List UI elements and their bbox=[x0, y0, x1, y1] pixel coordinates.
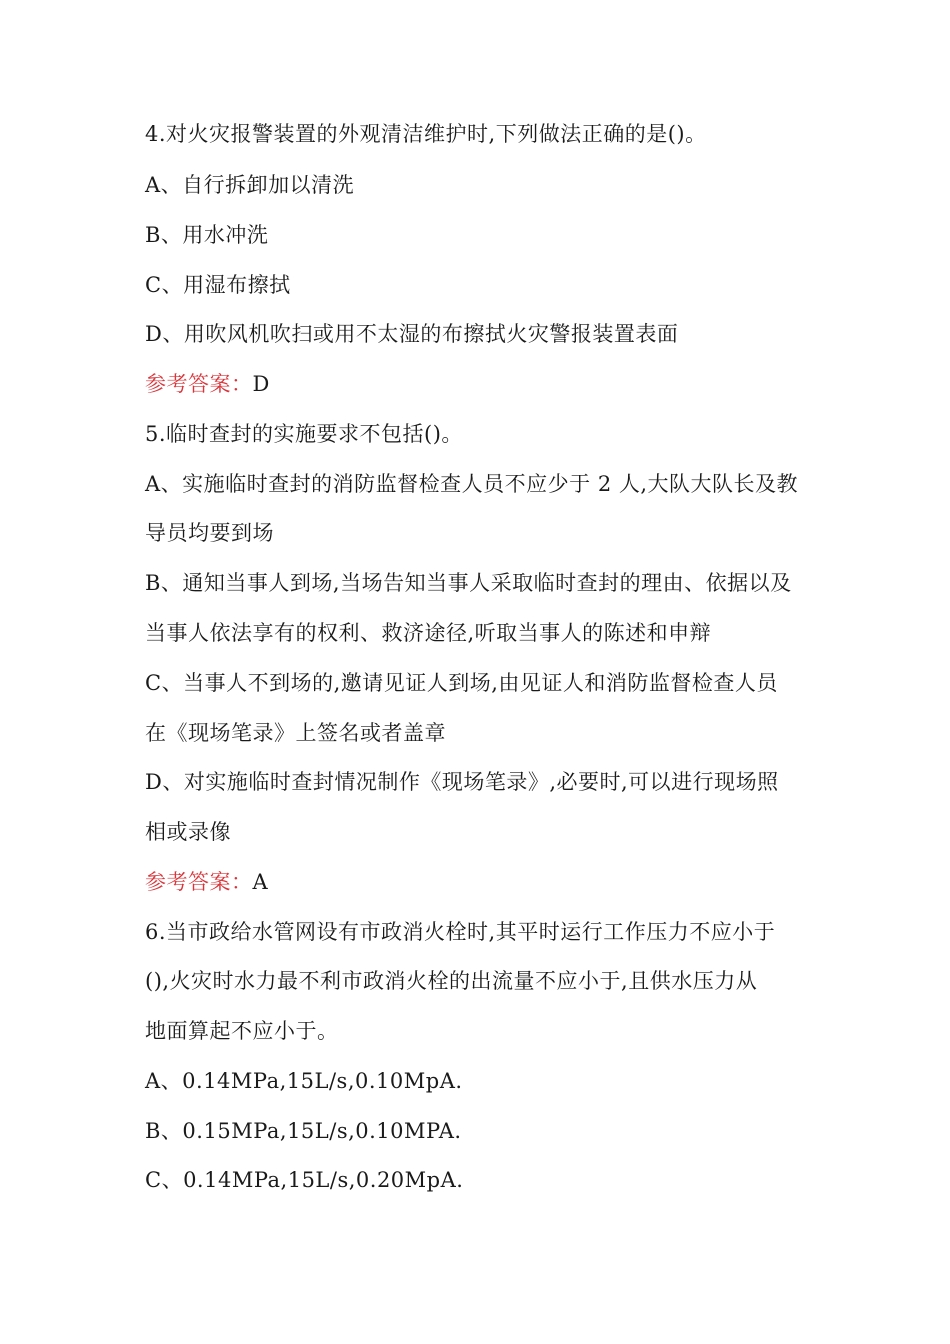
question-5-option-a-line-2: 导员均要到场 bbox=[145, 521, 274, 545]
answer-value: A bbox=[252, 870, 269, 894]
question-5-option-d-line-2: 相或录像 bbox=[145, 820, 231, 844]
question-5-option-d-line-1: D、对实施临时查封情况制作《现场笔录》,必要时,可以进行现场照 bbox=[145, 770, 779, 794]
question-6-text-line-3: 地面算起不应小于。 bbox=[145, 1019, 339, 1043]
question-6-text-line-1: 6.当市政给水管网设有市政消火栓时,其平时运行工作压力不应小于 bbox=[145, 920, 776, 944]
question-5-text: 5.临时查封的实施要求不包括()。 bbox=[145, 422, 463, 446]
question-5-option-c-line-1: C、当事人不到场的,邀请见证人到场,由见证人和消防监督检查人员 bbox=[145, 671, 778, 695]
question-4-option-a: A、自行拆卸加以清洗 bbox=[145, 173, 355, 197]
question-4-option-d: D、用吹风机吹扫或用不太湿的布擦拭火灾警报装置表面 bbox=[145, 322, 679, 346]
question-5-option-a-line-1: A、实施临时查封的消防监督检查人员不应少于 2 人,大队大队长及教 bbox=[145, 472, 799, 496]
question-5-option-b-line-2: 当事人依法享有的权利、救济途径,听取当事人的陈述和申辩 bbox=[145, 621, 712, 645]
question-6-option-b: B、0.15MPa,15L/s,0.10MPA. bbox=[145, 1119, 462, 1143]
question-5-option-c-line-2: 在《现场笔录》上签名或者盖章 bbox=[145, 721, 446, 745]
question-5-answer bbox=[145, 867, 815, 897]
question-6-text-line-2: (),火灾时水力最不利市政消火栓的出流量不应小于,且供水压力从 bbox=[145, 969, 758, 993]
question-4-option-b: B、用水冲洗 bbox=[145, 223, 269, 247]
question-6-option-a: A、0.14MPa,15L/s,0.10MpA. bbox=[145, 1069, 463, 1093]
question-4-answer bbox=[145, 369, 815, 399]
answer-label: 参考答案： bbox=[145, 372, 253, 396]
question-4-option-c: C、用湿布擦拭 bbox=[145, 273, 291, 297]
question-4-text: 4.对火灾报警装置的外观清洁维护时,下列做法正确的是()。 bbox=[145, 122, 707, 146]
answer-value: D bbox=[252, 372, 270, 396]
question-6-option-c: C、0.14MPa,15L/s,0.20MpA. bbox=[145, 1168, 464, 1192]
answer-label: 参考答案： bbox=[145, 870, 253, 894]
question-5-option-b-line-1: B、通知当事人到场,当场告知当事人采取临时查封的理由、依据以及 bbox=[145, 571, 792, 595]
